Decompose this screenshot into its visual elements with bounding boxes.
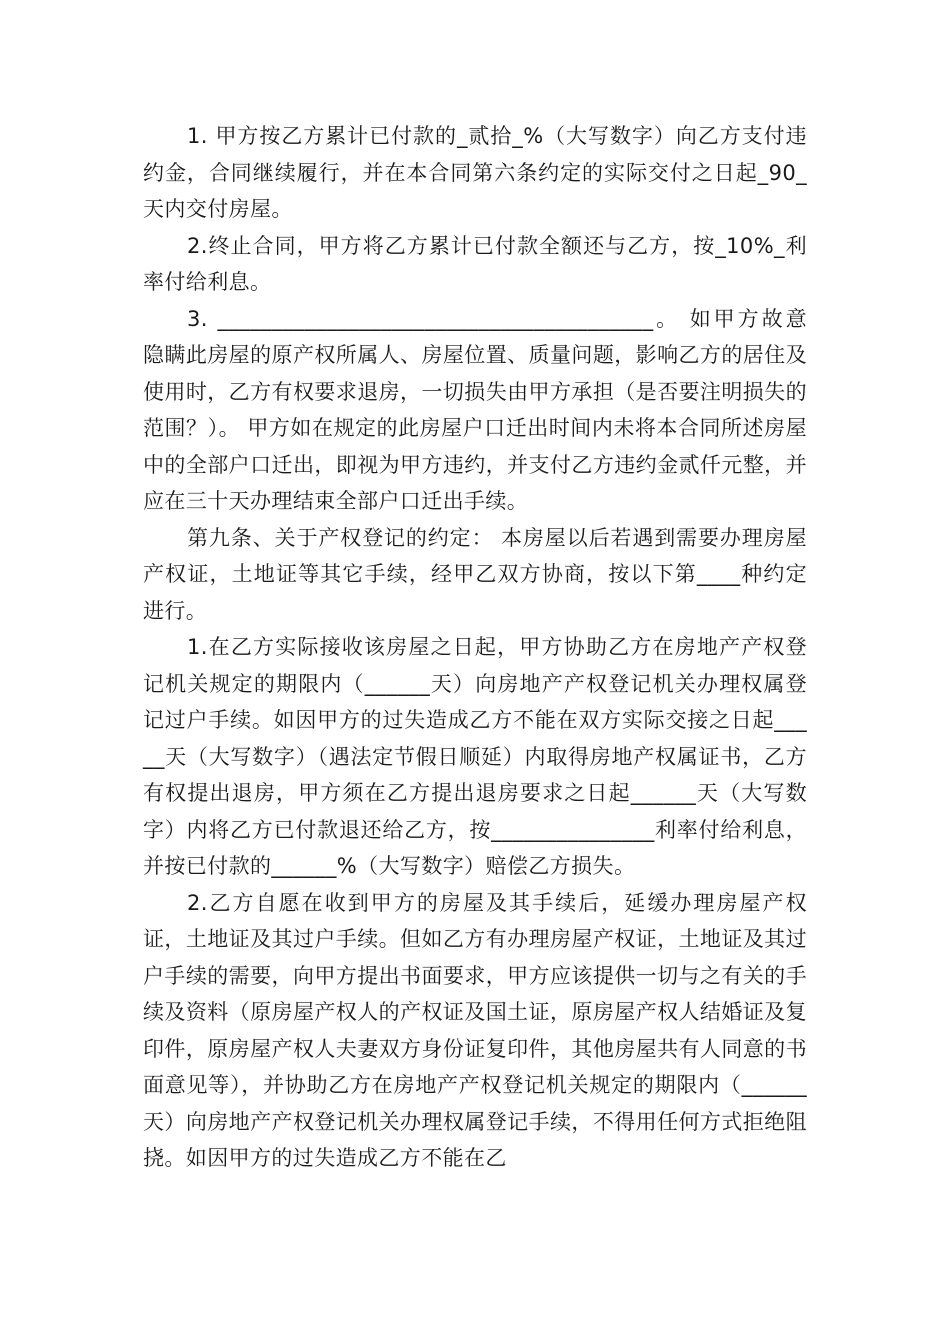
document-body [143,118,807,1177]
paragraph-terminate-contract: 2.终止合同，甲方将乙方累计已付款全额还与乙方，按_10%_利率付给利息。 [143,233,807,294]
paragraph-article-nine: 第九条、关于产权登记的约定： 本房屋以后若遇到需要办理房屋产权证，土地证等其它手续，经甲乙双方协商，按以下第____种约定进行。 [143,525,807,623]
paragraph-concealment-clause: 3. ________________________________________。 如甲方故意隐瞒此房屋的原产权所属人、房屋位置、质量问题，影响乙方的居住及使用时，乙方有权要求退房，一切损失由甲方承担（是否要注明损失的范围？）。 甲方如在规定的此房屋户口迁出时间内未将本合同所述房屋中的全部户口迁出，即视为甲方违约，并支付乙方违约金贰仟元整，并应在三十天办理结束全部户口迁出手续。 [143,306,807,513]
paragraph-registration-option-two: 2.乙方自愿在收到甲方的房屋及其手续后，延缓办理房屋产权证，土地证及其过户手续。但如乙方有办理房屋产权证，土地证及其过户手续的需要，向甲方提出书面要求，甲方应该提供一切与之有关的手续及资料（原房屋产权人的产权证及国土证，原房屋产权人结婚证及复印件，原房屋产权人夫妻双方身份证复印件，其他房屋共有人同意的书面意见等），并协助乙方在房地产产权登记机关规定的期限内（______天）向房地产产权登记机关办理权属登记手续，不得用任何方式拒绝阻挠。如因甲方的过失造成乙方不能在乙 [143,890,807,1170]
paragraph-registration-option-one: 1.在乙方实际接收该房屋之日起，甲方协助乙方在房地产产权登记机关规定的期限内（______天）向房地产产权登记机关办理权属登记过户手续。如因甲方的过失造成乙方不能在双方实际交接之日起_____天（大写数字）（遇法定节假日顺延）内取得房地产权属证书，乙方有权提出退房，甲方须在乙方提出退房要求之日起______天（大写数字）内将乙方已付款退还给乙方，按_______________利率付给利息，并按已付款的______%（大写数字）赔偿乙方损失。 [143,635,807,878]
paragraph-penalty-continue: 1. 甲方按乙方累计已付款的_贰拾_%（大写数字）向乙方支付违约金，合同继续履行，并在本合同第六条约定的实际交付之日起_90_天内交付房屋。 [143,124,807,221]
